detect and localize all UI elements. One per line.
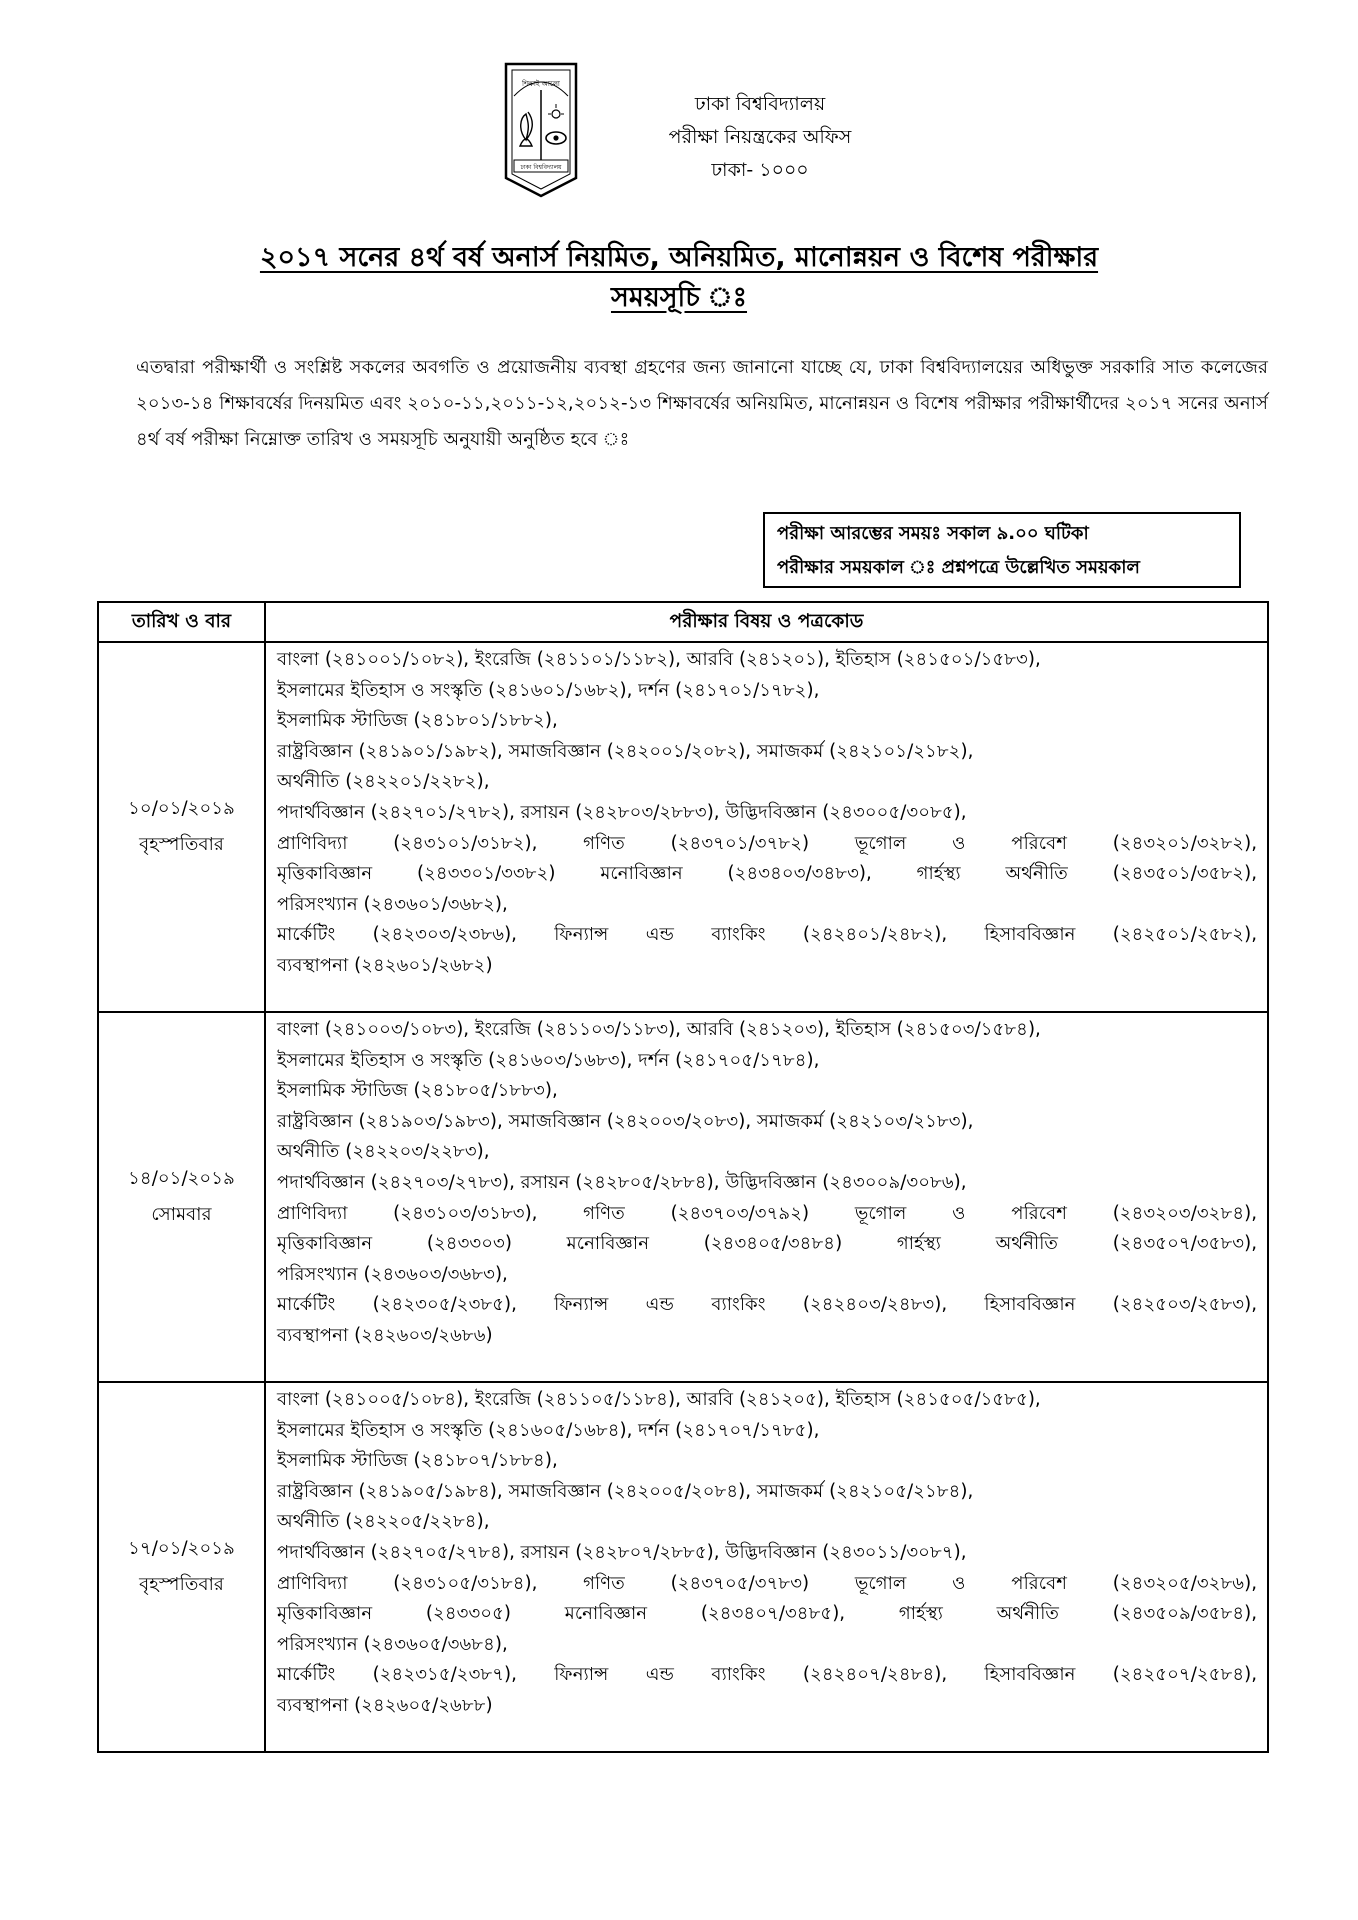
subject-line: ইসলামিক স্টাডিজ (২৪১৮০৫/১৮৮৩), bbox=[277, 1080, 558, 1102]
intro-paragraph: এতদ্বারা পরীক্ষার্থী ও সংশ্লিষ্ট সকলের অবগতি ও প্রয়োজনীয় ব্যবস্থা গ্রহণের জন্য জানানো যাচ্ছে যে, ঢাকা বিশ্ববিদ্যালয়ের অধিভুক্ত সরকারি সাত কলেজের ২০১৩-১৪ শিক্ষাবর্ষের দিনয়মিত এবং ২০১০-১১,২০১১-১২,২০১২-১৩ শিক্ষাবর্ষের অনিয়মিত, মানোন্নয়ন ও বিশেষ পরীক্ষার পরীক্ষার্থীদের ২০১৭ সনের অনার্স ৪র্থ বর্ষ পরীক্ষা নিম্নোক্ত তারিখ ও সময়সূচি অনুযায়ী অনুষ্ঠিত হবে ঃ bbox=[136, 357, 1268, 450]
subjects-cell bbox=[265, 1012, 1268, 1382]
table-row bbox=[98, 1012, 1268, 1382]
subject-line: ব্যবস্থাপনা (২৪২৬০১/২৬৮২) bbox=[277, 954, 493, 976]
subject-line: ইসলামের ইতিহাস ও সংস্কৃতি (২৪১৬০৫/১৬৮৪), দর্শন (২৪১৭০৭/১৭৮৫), bbox=[277, 1419, 820, 1441]
subject-line: ব্যবস্থাপনা (২৪২৬০৩/২৬৮৬) bbox=[277, 1324, 493, 1346]
date-cell bbox=[98, 642, 265, 1012]
subject-line: রাষ্ট্রবিজ্ঞান (২৪১৯০১/১৯৮২), সমাজবিজ্ঞান (২৪২০০১/২০৮২), সমাজকর্ম (২৪২১০১/২১৮২), bbox=[277, 740, 974, 762]
exam-day: বৃহস্পতিবার bbox=[139, 834, 224, 855]
subject-line: মার্কেটিং (২৪২৩০৫/২৩৮৫), ফিন্যান্স এন্ড ব্যাংকিং (২৪২৪০৩/২৪৮৩), হিসাববিজ্ঞান (২৪২৫০৩/২৫৮৩), bbox=[277, 1294, 1257, 1316]
table-body bbox=[98, 642, 1268, 1752]
university-seal-logo bbox=[488, 60, 594, 200]
exam-duration: পরীক্ষার সময়কাল ঃ প্রশ্নপত্রে উল্লেখিত সময়কাল bbox=[777, 557, 1140, 578]
subjects-cell bbox=[265, 1382, 1268, 1752]
table-row bbox=[98, 642, 1268, 1012]
subject-line: রাষ্ট্রবিজ্ঞান (২৪১৯০৩/১৯৮৩), সমাজবিজ্ঞান (২৪২০০৩/২০৮৩), সমাজকর্ম (২৪২১০৩/২১৮৩), bbox=[277, 1110, 974, 1132]
subject-line: পরিসংখ্যান (২৪৩৬০৫/৩৬৮৪), bbox=[277, 1633, 508, 1655]
subject-line: পরিসংখ্যান (২৪৩৬০৩/৩৬৮৩), bbox=[277, 1263, 508, 1285]
subject-line: অর্থনীতি (২৪২২০১/২২৮২), bbox=[277, 771, 490, 793]
seal-motto: শিক্ষাই আলো bbox=[522, 80, 560, 88]
subject-line: পদার্থবিজ্ঞান (২৪২৭০৩/২৭৮৩), রসায়ন (২৪২৮০৫/২৮৮৪), উদ্ভিদবিজ্ঞান (২৪৩০০৯/৩০৮৬), bbox=[277, 1171, 967, 1193]
seal-banner: ঢাকা বিশ্ববিদ্যালয় bbox=[520, 164, 562, 171]
subjects-cell bbox=[265, 642, 1268, 1012]
exam-day: সোমবার bbox=[151, 1204, 212, 1225]
subject-line: পরিসংখ্যান (২৪৩৬০১/৩৬৮২), bbox=[277, 893, 508, 915]
date-cell bbox=[98, 1012, 265, 1382]
exam-date: ১০/০১/২০১৯ bbox=[128, 798, 235, 819]
subject-line: প্রাণিবিদ্যা (২৪৩১০৩/৩১৮৩), গণিত (২৪৩৭০৩/৩৭৯২) ভূগোল ও পরিবেশ (২৪৩২০৩/৩২৮৪), bbox=[277, 1202, 1257, 1224]
subject-line: ইসলামিক স্টাডিজ (২৪১৮০৭/১৮৮৪), bbox=[277, 1450, 558, 1472]
subject-line: পদার্থবিজ্ঞান (২৪২৭০১/২৭৮২), রসায়ন (২৪২৮০৩/২৮৮৩), উদ্ভিদবিজ্ঞান (২৪৩০০৫/৩০৮৫), bbox=[277, 801, 967, 823]
subject-line: মৃত্তিকাবিজ্ঞান (২৪৩৩০৫) মনোবিজ্ঞান (২৪৩৪০৭/৩৪৮৫), গার্হস্থ্য অর্থনীতি (২৪৩৫০৯/৩৫৮৪), bbox=[277, 1603, 1257, 1625]
subject-line: বাংলা (২৪১০০১/১০৮২), ইংরেজি (২৪১১০১/১১৮২), আরবি (২৪১২০১), ইতিহাস (২৪১৫০১/১৫৮৩), bbox=[277, 649, 1041, 670]
title-line-1: ২০১৭ সনের ৪র্থ বর্ষ অনার্স নিয়মিত, অনিয়মিত, মানোন্নয়ন ও বিশেষ পরীক্ষার bbox=[259, 242, 1099, 273]
column-header-date: তারিখ ও বার bbox=[98, 602, 265, 642]
table-row bbox=[98, 1382, 1268, 1752]
office-address: ঢাকা- ১০০০ bbox=[711, 159, 809, 181]
notice-title bbox=[150, 238, 1208, 318]
subject-line: অর্থনীতি (২৪২২০৩/২২৮৩), bbox=[277, 1141, 490, 1163]
exam-start-time: পরীক্ষা আরম্ভের সময়ঃ সকাল ৯.০০ ঘটিকা bbox=[777, 523, 1089, 544]
institution-name: ঢাকা বিশ্ববিদ্যালয় bbox=[694, 93, 826, 115]
subject-line: অর্থনীতি (২৪২২০৫/২২৮৪), bbox=[277, 1511, 490, 1533]
subject-line: রাষ্ট্রবিজ্ঞান (২৪১৯০৫/১৯৮৪), সমাজবিজ্ঞান (২৪২০০৫/২০৮৪), সমাজকর্ম (২৪২১০৫/২১৮৪), bbox=[277, 1480, 974, 1502]
subject-line: মৃত্তিকাবিজ্ঞান (২৪৩৩০৩) মনোবিজ্ঞান (২৪৩৪০৫/৩৪৮৪) গার্হস্থ্য অর্থনীতি (২৪৩৫০৭/৩৫৮৩), bbox=[277, 1233, 1257, 1255]
subject-line: প্রাণিবিদ্যা (২৪৩১০১/৩১৮২), গণিত (২৪৩৭০১/৩৭৮২) ভূগোল ও পরিবেশ (২৪৩২০১/৩২৮২), bbox=[277, 832, 1257, 854]
subject-line: বাংলা (২৪১০০৫/১০৮৪), ইংরেজি (২৪১১০৫/১১৮৪), আরবি (২৪১২০৫), ইতিহাস (২৪১৫০৫/১৫৮৫), bbox=[277, 1389, 1041, 1410]
exam-day: বৃহস্পতিবার bbox=[139, 1574, 224, 1595]
exam-schedule-table bbox=[97, 601, 1269, 1753]
subject-line: মৃত্তিকাবিজ্ঞান (২৪৩৩০১/৩৩৮২) মনোবিজ্ঞান (২৪৩৪০৩/৩৪৮৩), গার্হস্থ্য অর্থনীতি (২৪৩৫০১/৩৫৮২), bbox=[277, 863, 1257, 885]
institution-block bbox=[640, 88, 880, 187]
column-header-subjects: পরীক্ষার বিষয় ও পত্রকোড bbox=[265, 602, 1268, 642]
table-header-row bbox=[98, 602, 1268, 642]
subject-line: মার্কেটিং (২৪২৩১৫/২৩৮৭), ফিন্যান্স এন্ড ব্যাংকিং (২৪২৪০৭/২৪৮৪), হিসাববিজ্ঞান (২৪২৫০৭/২৫৮৪), bbox=[277, 1664, 1257, 1686]
date-cell bbox=[98, 1382, 265, 1752]
exam-date: ১৭/০১/২০১৯ bbox=[128, 1538, 235, 1559]
exam-timing-box bbox=[763, 512, 1241, 588]
subject-line: ইসলামের ইতিহাস ও সংস্কৃতি (২৪১৬০৩/১৬৮৩), দর্শন (২৪১৭০৫/১৭৮৪), bbox=[277, 1049, 820, 1071]
subject-line: পদার্থবিজ্ঞান (২৪২৭০৫/২৭৮৪), রসায়ন (২৪২৮০৭/২৮৮৫), উদ্ভিদবিজ্ঞান (২৪৩০১১/৩০৮৭), bbox=[277, 1541, 967, 1563]
exam-date: ১৪/০১/২০১৯ bbox=[128, 1168, 235, 1189]
subject-line: প্রাণিবিদ্যা (২৪৩১০৫/৩১৮৪), গণিত (২৪৩৭০৫/৩৭৮৩) ভূগোল ও পরিবেশ (২৪৩২০৫/৩২৮৬), bbox=[277, 1572, 1257, 1594]
title-line-2: সময়সূচি ঃ bbox=[610, 282, 748, 313]
subject-line: ব্যবস্থাপনা (২৪২৬০৫/২৬৮৮) bbox=[277, 1694, 493, 1716]
subject-line: মার্কেটিং (২৪২৩০৩/২৩৮৬), ফিন্যান্স এন্ড ব্যাংকিং (২৪২৪০১/২৪৮২), হিসাববিজ্ঞান (২৪২৫০১/২৫৮২), bbox=[277, 924, 1257, 946]
subject-line: ইসলামের ইতিহাস ও সংস্কৃতি (২৪১৬০১/১৬৮২), দর্শন (২৪১৭০১/১৭৮২), bbox=[277, 679, 820, 701]
office-name: পরীক্ষা নিয়ন্ত্রকের অফিস bbox=[668, 126, 852, 148]
subject-line: বাংলা (২৪১০০৩/১০৮৩), ইংরেজি (২৪১১০৩/১১৮৩), আরবি (২৪১২০৩), ইতিহাস (২৪১৫০৩/১৫৮৪), bbox=[277, 1019, 1041, 1040]
subject-line: ইসলামিক স্টাডিজ (২৪১৮০১/১৮৮২), bbox=[277, 710, 558, 732]
